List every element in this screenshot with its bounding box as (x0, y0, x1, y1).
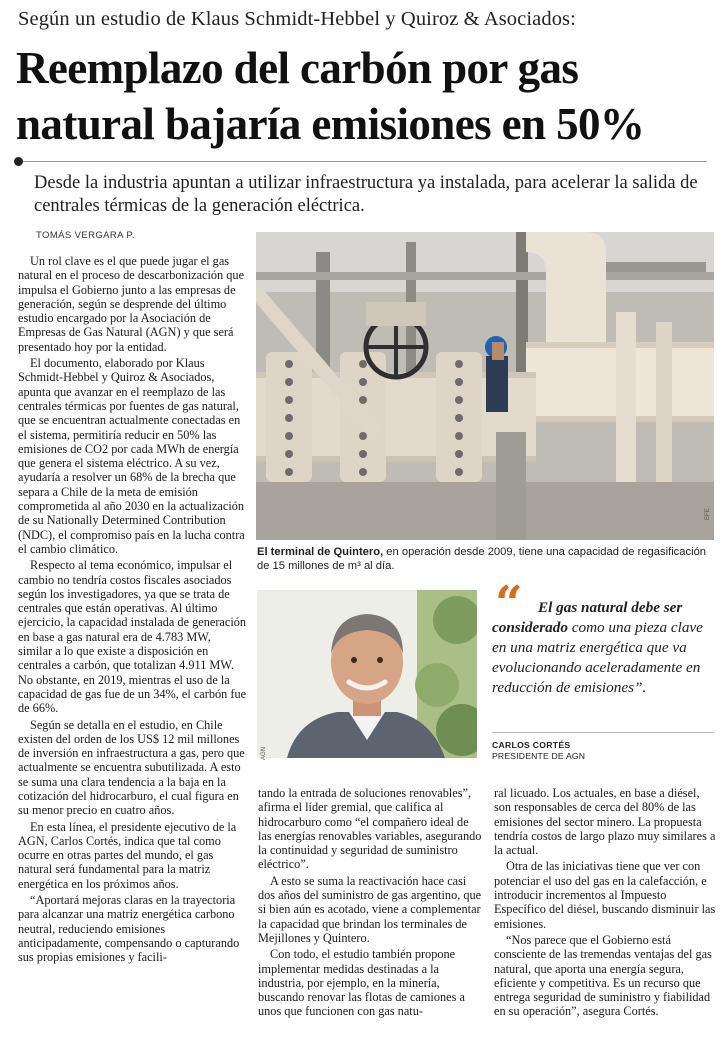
photo-credit: EFE (705, 508, 711, 520)
photo-caption (257, 545, 715, 573)
paragraph: Según se detalla en el estudio, en Chile existen del orden de los US$ 12 mil millones de inversión en infraestructura a gas, pero que actualmente se encuentra subutilizada. A esto se suma una clara tendencia a la baja en la cotización del hidrocarburo, el cual figura en su menor precio en cuatro años. (18, 717, 245, 818)
quote-divider (492, 732, 714, 733)
article-kicker: Según un estudio de Klaus Schmidt-Hebbel y Quiroz & Asociados: (18, 8, 576, 30)
body-column-1 (18, 254, 248, 967)
article-headline (16, 40, 716, 152)
article-byline: TOMÁS VERGARA P. (36, 230, 135, 241)
paragraph: “Aportará mejoras claras en la trayectoria para alcanzar una matriz energética carbono neutral, reduciendo emisiones anticipadamente, compensando o capturando sus propias emisiones y facili- (18, 893, 240, 965)
quote-author-name: CARLOS CORTÉS (492, 740, 571, 750)
quote-mark-icon: “ (495, 576, 523, 632)
divider-bullet (14, 157, 23, 166)
caption-text: en operación desde 2009, tiene una capacidad de regasificación de 15 millones de m³ al día. (257, 546, 707, 572)
body-column-3 (494, 786, 716, 1021)
article-deck: Desde la industria apuntan a utilizar infraestructura ya instalada, para acelerar la salida de centrales térmicas de la generación eléctrica. (34, 173, 698, 216)
paragraph: El documento, elaborado por Klaus Schmidt-Hebbel y Quiroz & Asociados, apunta que avanzar en el reemplazo de las centrales térmicas por fuentes de gas natural, que se encuentran actualmente conectadas en el sistema, permitiría reducir en 50% las emisiones de CO2 por cada MWh de energía que genera el sistema eléctrico. A su vez, ayudaría a resolver un 68% de la brecha que separa a Chile de la meta de emisión comprometida al año 2030 en la actualización de su Nationally Determined Contribution (NDC), el compromiso país en la lucha contra el cambio climático. (18, 356, 245, 556)
paragraph: ral licuado. Los actuales, en base a diésel, son responsables de cerca del 80% de las emisiones del sector minero. La propuesta tendría costos de largo plazo muy similares a la actual. (494, 786, 716, 858)
carlos-cortes-portrait (257, 590, 477, 758)
paragraph: En esta línea, el presidente ejecutivo de la AGN, Carlos Cortés, indica que tal como ocurre en otras partes del mundo, el gas natural será fundamental para la matriz energética en los próximos años. (18, 819, 237, 891)
paragraph: Respecto al tema económico, impulsar el cambio no tendría costos fiscales asociados según los investigadores, ya que se trata de centrales que están operativas. Al último ejercicio, la capacidad instalada de generación en base a gas natural era de 4.783 MW, similar a lo que existe a disposición en centrales a carbón, que totalizan 4.911 MW. No obstante, en 2019, mientras el uso de la capacidad de gas fue de un 34%, el carbón fue de 66%. (18, 558, 247, 716)
paragraph: A esto se suma la reactivación hace casi dos años del suministro de gas argentino, que si bien aún es acotado, viene a complementar la capacidad que brindan los terminales de Mejillones y Quintero. (258, 873, 482, 945)
headline-divider (18, 161, 707, 162)
headline-line-2: natural bajaría emisiones en 50% (16, 99, 645, 149)
paragraph: tando la entrada de soluciones renovables”, afirma el líder gremial, que califica al hidrocarburo como “el compañero ideal de las energías renovables variables, asegurando la continuidad y seguridad de suministro eléctrico”. (258, 786, 482, 872)
pull-quote-text: como una pieza clave en una matriz energética que va evolucionando aceleradamente en reducción de emisiones”. (492, 619, 703, 696)
paragraph: Con todo, el estudio también propone implementar medidas destinadas a la industria, por ejemplo, en la minería, buscando renovar las flotas de camiones a unos que funcionen con gas natu- (258, 947, 465, 1019)
pull-quote (492, 598, 712, 698)
quote-attribution (492, 740, 585, 762)
headline-line-1: Reemplazo del carbón por gas (16, 43, 579, 93)
pull-quote-lead: El gas natural debe ser considerado (492, 599, 683, 636)
portrait-credit: AGN (261, 746, 267, 760)
caption-lead: El terminal de Quintero, (257, 546, 384, 558)
paragraph: Un rol clave es el que puede jugar el gas natural en el proceso de descarbonización que impulsa el Gobierno junto a las empresas de generación, según se desprende del último estudio encargado por la Asociación de Empresas de Gas Natural (AGN) y que será presentado hoy por la entidad. (18, 254, 245, 354)
quote-author-role: PRESIDENTE DE AGN (492, 751, 586, 761)
body-column-2 (258, 786, 482, 1021)
paragraph: “Nos parece que el Gobierno está consciente de las tremendas ventajas del gas natural, que aporta una energía segura, eficiente y competitiva. Es un recurso que entrega seguridad de suministro y fiabilidad en su operación”, asegura Cortés. (494, 932, 712, 1019)
paragraph: Otra de las iniciativas tiene que ver con potenciar el uso del gas en la calefacción, e introducir incrementos al Impuesto Específico del diésel, buscando disminuir las emisiones. (494, 859, 716, 931)
quintero-terminal-photo (256, 232, 714, 540)
